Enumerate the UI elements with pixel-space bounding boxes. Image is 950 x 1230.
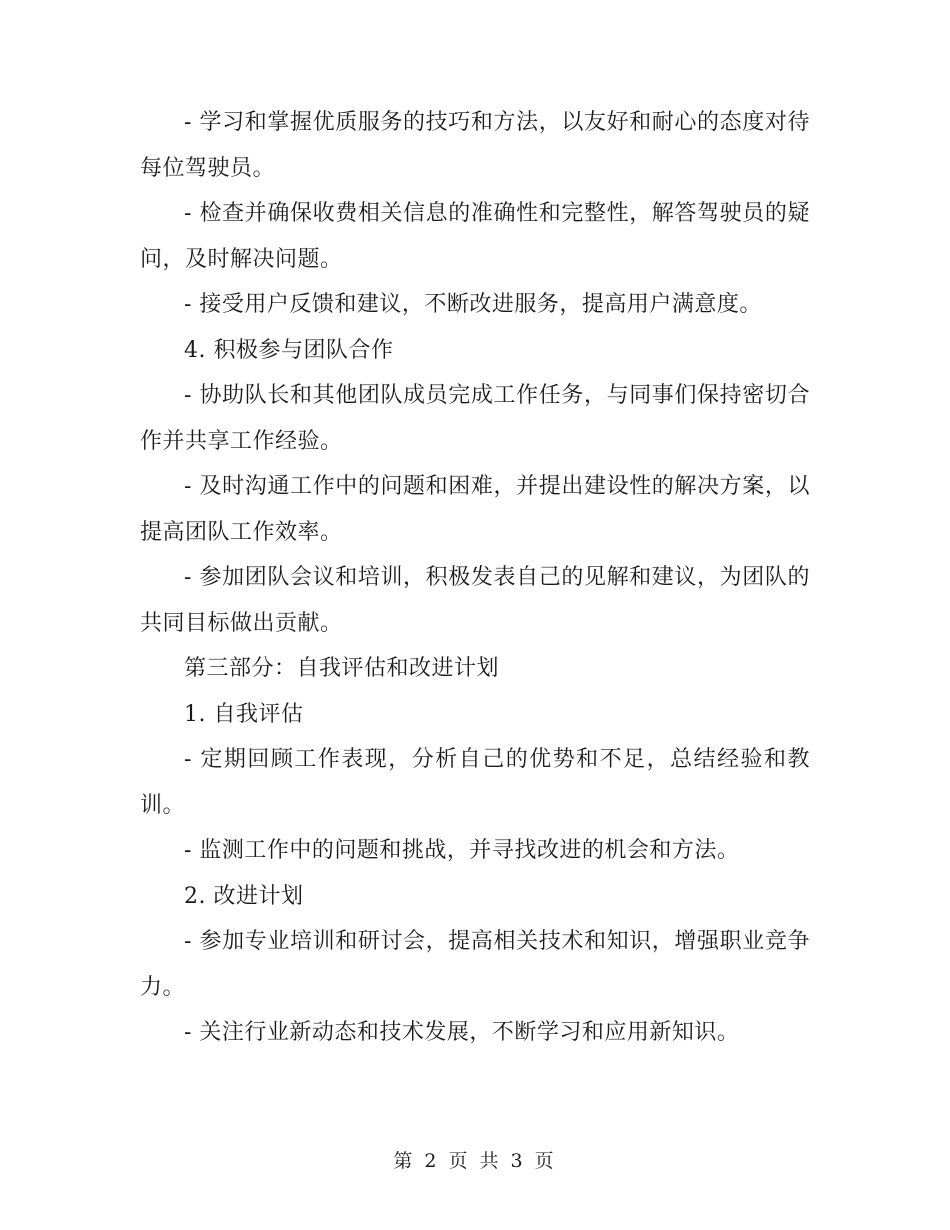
document-body <box>140 100 810 1056</box>
paragraph-review-performance: - 定期回顾工作表现，分析自己的优势和不足，总结经验和教训。 <box>140 747 810 818</box>
paragraph-team-meetings: - 参加团队会议和培训，积极发表自己的见解和建议，为团队的共同目标做出贡献。 <box>140 565 810 636</box>
paragraph-training: - 参加专业培训和研讨会，提高相关技术和知识，增强职业竞争力。 <box>140 929 810 1000</box>
paragraph-check-info: - 检查并确保收费相关信息的准确性和完整性，解答驾驶员的疑问，及时解决问题。 <box>140 201 810 272</box>
paragraph-user-feedback: - 接受用户反馈和建议，不断改进服务，提高用户满意度。 <box>184 292 762 317</box>
paragraph-service-skills: - 学习和掌握优质服务的技巧和方法，以友好和耐心的态度对待每位驾驶员。 <box>140 110 810 181</box>
paragraph-industry-trends: - 关注行业新动态和技术发展，不断学习和应用新知识。 <box>184 1020 740 1045</box>
paragraph-assist-team: - 协助队长和其他团队成员完成工作任务，与同事们保持密切合作并共享工作经验。 <box>140 383 810 454</box>
heading-team-cooperation: 4. 积极参与团队合作 <box>184 337 394 363</box>
heading-improvement-plan: 2. 改进计划 <box>184 883 304 909</box>
page-number-footer: 第 2 页 共 3 页 <box>393 1150 557 1172</box>
section-heading-part-three: 第三部分：自我评估和改进计划 <box>184 656 500 681</box>
paragraph-communicate: - 及时沟通工作中的问题和困难，并提出建设性的解决方案，以提高团队工作效率。 <box>140 474 810 545</box>
paragraph-monitor-problems: - 监测工作中的问题和挑战，并寻找改进的机会和方法。 <box>184 838 740 863</box>
heading-self-assessment: 1. 自我评估 <box>184 701 304 727</box>
